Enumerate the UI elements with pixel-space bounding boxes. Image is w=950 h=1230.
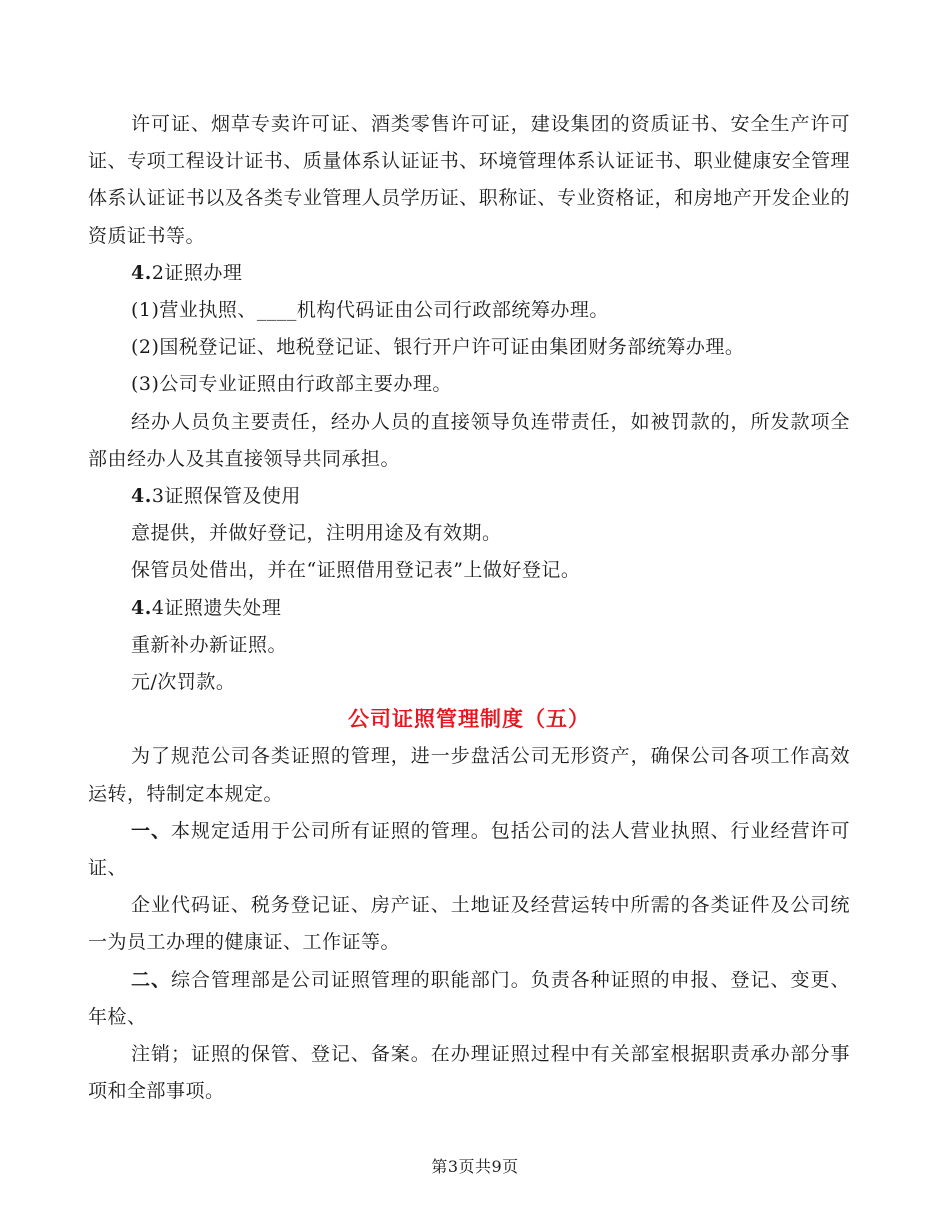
section-heading-4-4 [88,590,850,627]
section-title: 4证照遗失处理 [151,596,282,619]
list-item: (1)营业执照、____机构代码证由公司行政部统筹办理。 [131,299,609,322]
section-title: 3证照保管及使用 [151,485,301,508]
document-body [88,106,850,1110]
paragraph-responsibility: 经办人员负主要责任，经办人员的直接领导负连带责任，如被罚款的，所发款项全部由经办人及其直接领导共同承担。 [88,410,850,470]
section-heading-4-2 [88,255,850,292]
clause-1-continuation: 企业代码证、税务登记证、房产证、土地证及经营运转中所需的各类证件及公司统一为员工办理的健康证、工作证等。 [88,894,850,954]
clause-text: 本规定适用于公司所有证照的管理。包括公司的法人营业执照、行业经营许可证、 [88,819,850,880]
list-item: (3)公司专业证照由行政部主要办理。 [131,373,452,396]
paragraph-line: 重新补办新证照。 [131,633,288,656]
document-heading: 公司证照管理制度（五） [348,707,590,732]
clause-number: 一、 [131,819,171,842]
section-number: 4. [131,261,152,284]
paragraph-intro: 为了规范公司各类证照的管理，进一步盘活公司无形资产，确保公司各项工作高效运转，特制定本规定。 [88,745,850,805]
section-number: 4. [131,596,152,619]
paragraph-licenses: 许可证、烟草专卖许可证、酒类零售许可证，建设集团的资质证书、安全生产许可证、专项工程设计证书、质量体系认证证书、环境管理体系认证证书、职业健康安全管理体系认证证书以及各类专业管理人员学历证、职称证、专业资格证，和房地产开发企业的资质证书等。 [88,113,850,247]
clause-1 [88,813,850,887]
paragraph-line: 元/次罚款。 [131,671,236,694]
clause-text: 综合管理部是公司证照管理的职能部门。负责各种证照的申报、登记、变更、年检、 [88,968,850,1028]
clause-2 [88,962,850,1036]
section-title: 2证照办理 [151,261,243,284]
section-heading-4-3 [88,478,850,515]
paragraph-line: 保管员处借出，并在“证照借用登记表”上做好登记。 [131,559,581,582]
clause-number: 二、 [131,968,171,991]
section-number: 4. [131,485,152,508]
paragraph-line: 意提供，并做好登记，注明用途及有效期。 [131,522,502,545]
page-number-footer: 第3页共9页 [431,1157,519,1176]
list-item: (2)国税登记证、地税登记证、银行开户许可证由集团财务部统筹办理。 [131,336,745,359]
clause-2-continuation: 注销；证照的保管、登记、备案。在办理证照过程中有关部室根据职责承办部分事项和全部事项。 [88,1043,850,1103]
